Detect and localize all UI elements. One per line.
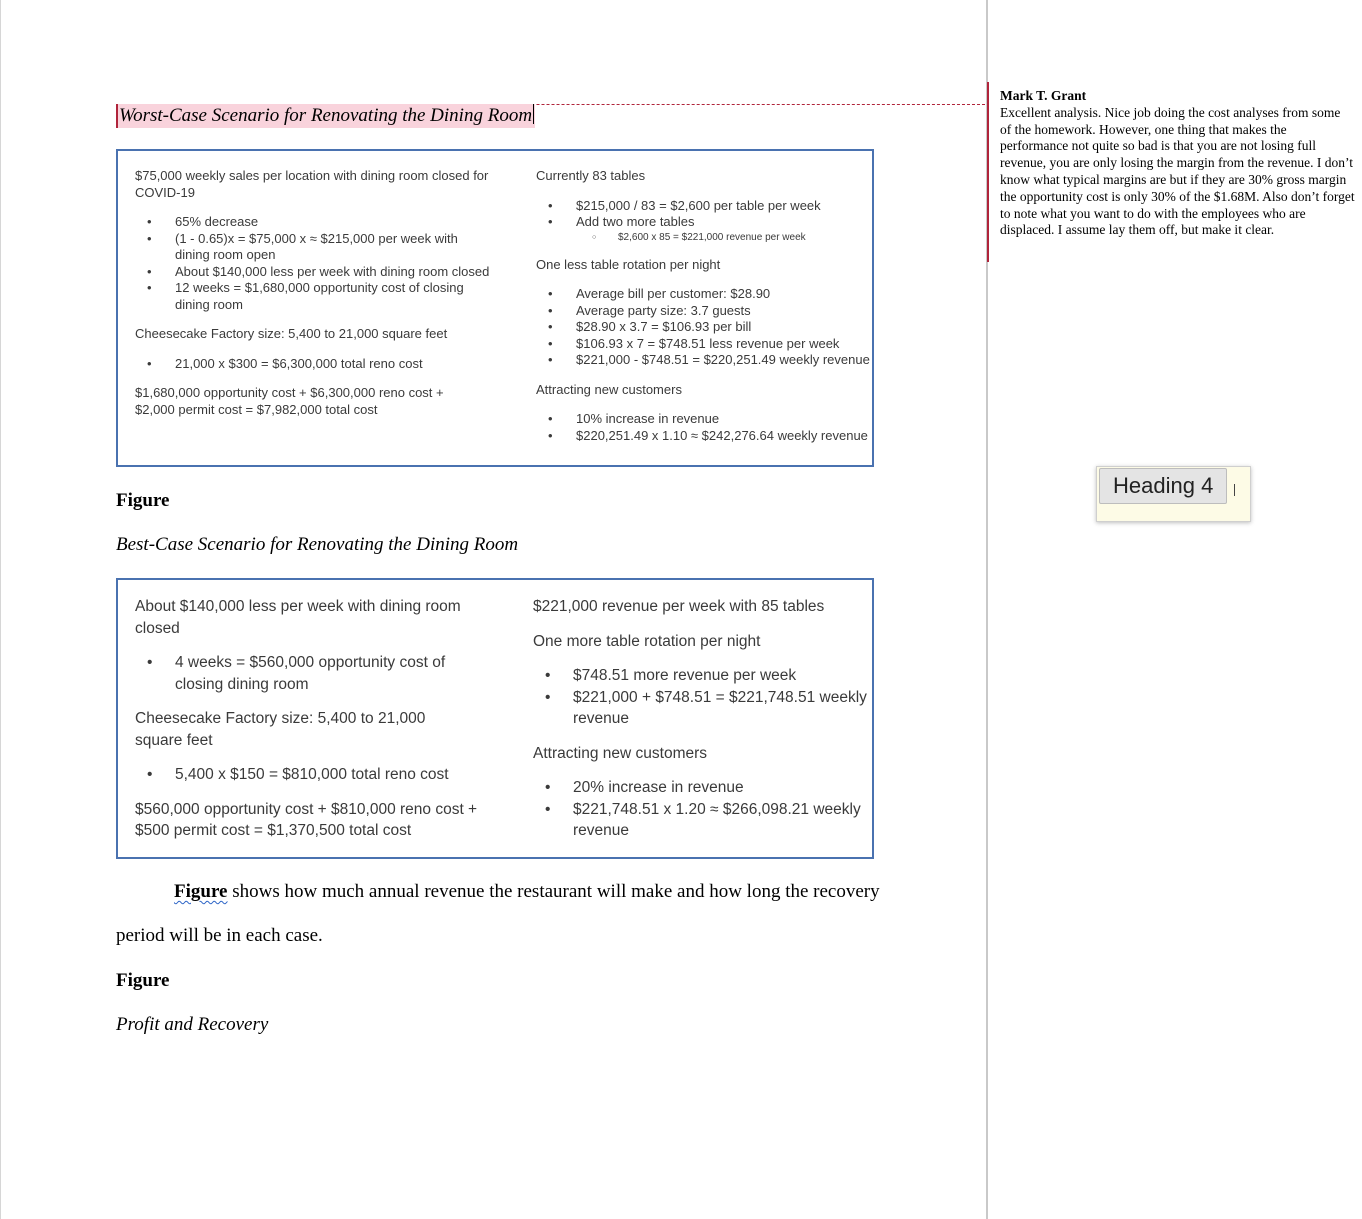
list-item: • Average bill per customer: $28.90 [536,286,876,303]
list-item: • $215,000 / 83 = $2,600 per table per week [536,198,876,215]
best-case-intro: About $140,000 less per week with dining room closed [135,598,461,637]
best-case-rotation-heading: One more table rotation per night [533,632,761,650]
figure-label: Figure [116,490,170,511]
figure-reference[interactable]: Figure [174,881,228,902]
best-case-figure-box [116,578,874,859]
popup-caret [1234,484,1235,496]
best-case-customers-list [533,777,873,842]
best-case-rotation-list [533,665,873,730]
worst-case-bullet-list [135,214,495,313]
worst-case-tables-sublist [536,231,876,244]
list-item: ○ $2,600 x 85 = $221,000 revenue per week [536,231,876,244]
list-item: • Average party size: 3.7 guests [536,303,876,320]
worst-case-right-column [536,168,876,444]
worst-case-title[interactable] [116,104,535,128]
list-item: • 5,400 x $150 = $810,000 total reno cost [135,764,495,786]
worst-case-tables-heading: Currently 83 tables [536,168,646,183]
worst-case-total-cost: $1,680,000 opportunity cost + $6,300,000 reno cost + $2,000 permit cost = $7,982,000 total cost [135,385,444,417]
worst-case-rotation-list [536,286,876,369]
worst-case-customers-heading: Attracting new customers [536,381,682,397]
list-item: • 65% decrease [135,214,495,231]
list-item: • About $140,000 less per week with dining room closed [135,264,495,281]
list-item: • $221,748.51 x 1.20 ≈ $266,098.21 weekly revenue [533,799,873,842]
list-item-text: (1 - 0.65)x = $75,000 x ≈ $215,000 per week with dining room open [175,230,458,262]
worst-case-figure-box [116,149,874,467]
profit-recovery-title: Profit and Recovery [116,1014,269,1035]
worst-case-title-text: Worst-Case Scenario for Renovating the Dining Room [119,105,533,126]
body-paragraph[interactable] [116,870,896,958]
text-cursor [533,104,534,124]
comment-author: Mark T. Grant [1000,88,1087,103]
worst-case-left-column [135,168,495,418]
best-case-title: Best-Case Scenario for Renovating the Dining Room [116,534,519,555]
list-item: • Add two more tables [536,214,876,231]
list-item: • $106.93 x 7 = $748.51 less revenue per week [536,336,876,353]
comment-marker-bar [987,82,989,262]
list-item: • 20% increase in revenue [533,777,873,799]
review-comment[interactable] [1000,88,1355,239]
paragraph-style-button[interactable]: Heading 4 [1099,468,1227,504]
list-item: • $28.90 x 3.7 = $106.93 per bill [536,319,876,336]
best-case-size-list [135,764,495,786]
worst-case-tables-list [536,198,876,231]
best-case-revenue-heading: $221,000 revenue per week with 85 tables [533,598,825,615]
list-item: • $221,000 + $748.51 = $221,748.51 weekly revenue [533,687,873,730]
figure-label: Figure [116,970,170,991]
best-case-size-heading: Cheesecake Factory size: 5,400 to 21,000 square feet [135,710,426,749]
list-item: • 4 weeks = $560,000 opportunity cost of closing dining room [135,652,495,695]
list-item [135,231,495,264]
list-item: • 12 weeks = $1,680,000 opportunity cost of closing dining room [135,280,495,313]
worst-case-size-heading: Cheesecake Factory size: 5,400 to 21,000 square feet [135,326,448,341]
list-item: • $220,251.49 x 1.10 ≈ $242,276.64 weekly revenue [536,428,876,445]
body-paragraph-text: shows how much annual revenue the restaurant will make and how long the recovery period will be in each case. [116,881,880,946]
comment-text: Excellent analysis. Nice job doing the cost analyses from some of the homework. However, one thing that makes the performance not quite so bad is that you are not losing full revenue, you are only losing the margin from the revenue. I don’t know what typical margins are but if they are 30% gross margin the opportunity cost is only 30% of the $1.68M. Also don’t forget to note what you want to do with the employees who are displaced. I assume lay them off, but make it clear. [1000,104,1355,238]
best-case-left-column [135,596,495,842]
worst-case-size-list [135,356,495,373]
best-case-total-cost: $560,000 opportunity cost + $810,000 reno cost + $500 permit cost = $1,370,500 total cost [135,800,478,839]
worst-case-intro: $75,000 weekly sales per location with dining room closed for COVID-19 [135,168,489,200]
best-case-bullet-list [135,652,495,695]
list-item: • $748.51 more revenue per week [533,665,873,687]
worst-case-rotation-heading: One less table rotation per night [536,256,721,272]
best-case-right-column [533,596,873,842]
worst-case-customers-list [536,411,876,444]
best-case-customers-heading: Attracting new customers [533,744,708,762]
list-item: • 21,000 x $300 = $6,300,000 total reno cost [135,356,495,373]
list-item: • 10% increase in revenue [536,411,876,428]
list-item: • $221,000 - $748.51 = $220,251.49 weekly revenue [536,352,876,369]
